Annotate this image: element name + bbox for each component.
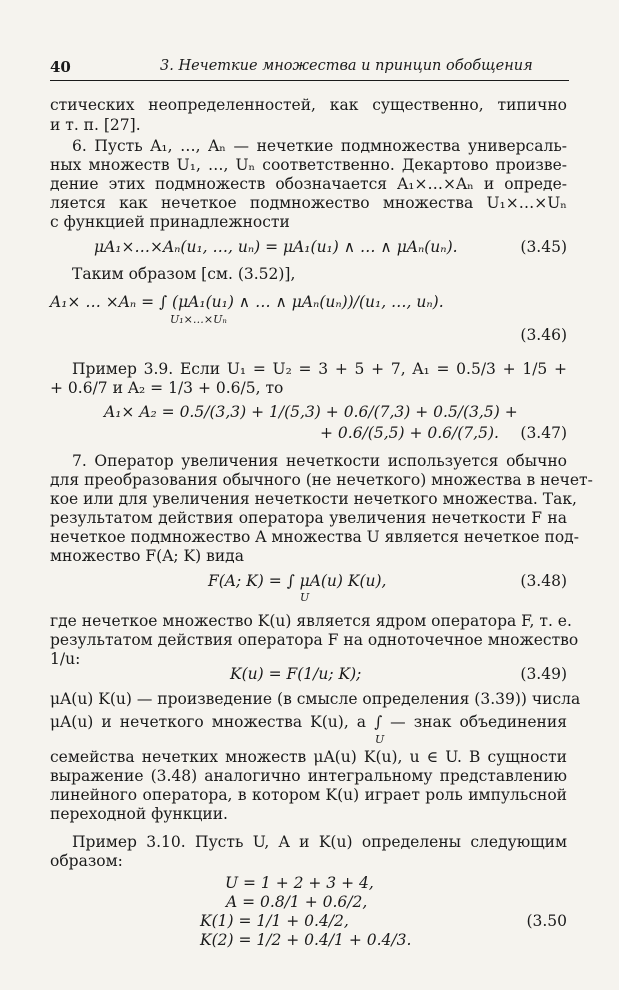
integral-subscript: U₁×…×Uₙ [170, 313, 227, 326]
text-line: где нечеткое множество K(u) является ядром оператора F, т. е. [50, 612, 572, 630]
equation-3-50-u: U = 1 + 2 + 3 + 4, [225, 874, 374, 892]
text-line: результатом действия оператора увеличения нечеткости F на [50, 509, 567, 527]
text-line: 1/u: [50, 650, 81, 668]
text-line: семейства нечетких множеств μA(u) K(u), u ∈ U. В сущности [50, 748, 567, 766]
equation-number: (3.50 [526, 912, 567, 930]
text-line: образом: [50, 852, 123, 870]
text-line: дение этих подмножеств обозначается A₁×…×Aₙ и опреде- [50, 175, 567, 193]
text-line: ных множеств U₁, …, Uₙ соответственно. Декартово произве- [50, 156, 567, 174]
equation-number: (3.49) [520, 665, 567, 683]
text-line: нечеткое подмножество A множества U является нечеткое под- [50, 528, 579, 546]
integral-subscript: U [375, 733, 385, 746]
text-line: линейного оператора, в котором K(u) играет роль импульсной [50, 786, 567, 804]
page-number: 40 [50, 58, 71, 76]
text-line: выражение (3.48) аналогично интегральному представлению [50, 767, 567, 785]
text-line: ляется как нечеткое подмножество множества U₁×…×Uₙ [50, 194, 567, 212]
text-line: переходной функции. [50, 805, 228, 823]
text-line: с функцией принадлежности [50, 213, 290, 231]
text-line: Пример 3.9. Если U₁ = U₂ = 3 + 5 + 7, A₁ = 0.5/3 + 1/5 + [72, 360, 567, 378]
text-line: кое или для увеличения нечеткости нечеткого множества. Так, [50, 490, 577, 508]
page-header [50, 56, 569, 78]
equation-number: (3.45) [520, 238, 567, 256]
text-line: Пример 3.10. Пусть U, A и K(u) определены следующим [72, 833, 567, 851]
equation-3-47b: + 0.6/(5,5) + 0.6/(7,5). [320, 424, 499, 442]
equation-number: (3.47) [520, 424, 567, 442]
equation-3-46: A₁× … ×Aₙ = ∫ (μA₁(u₁) ∧ … ∧ μAₙ(uₙ))/(u₁, …, uₙ). [50, 293, 444, 311]
running-title: 3. Нечеткие множества и принцип обобщения [160, 58, 533, 74]
text-line: результатом действия оператора F на одноточечное множество [50, 631, 579, 649]
equation-number: (3.46) [520, 326, 567, 344]
integral-subscript: U [300, 591, 310, 604]
equation-3-50-a: A = 0.8/1 + 0.6/2, [226, 893, 368, 911]
text-line: μA(u) и нечеткого множества K(u), а ∫ — знак объединения [50, 713, 567, 731]
text-line: стических неопределенностей, как существенно, типично [50, 96, 567, 114]
text-line: + 0.6/7 и A₂ = 1/3 + 0.6/5, то [50, 379, 284, 397]
text-line: для преобразования обычного (не нечеткого) множества в нечет- [50, 471, 593, 489]
equation-3-50-k1: K(1) = 1/1 + 0.4/2, [200, 912, 349, 930]
text-line: Таким образом [см. (3.52)], [72, 265, 296, 283]
equation-3-50-k2: K(2) = 1/2 + 0.4/1 + 0.4/3. [200, 931, 412, 949]
equation-3-47a: A₁× A₂ = 0.5/(3,3) + 1/(5,3) + 0.6/(7,3) + 0.5/(3,5) + [104, 403, 518, 421]
equation-number: (3.48) [520, 572, 567, 590]
equation-3-49: K(u) = F(1/u; K); [230, 665, 362, 683]
text-line: и т. п. [27]. [50, 116, 141, 134]
text-line: множество F(A; K) вида [50, 547, 244, 565]
header-rule [50, 80, 569, 81]
equation-3-45: μA₁×…×Aₙ(u₁, …, uₙ) = μA₁(u₁) ∧ … ∧ μAₙ(uₙ). [94, 238, 458, 256]
text-line: 7. Оператор увеличения нечеткости используется обычно [72, 452, 567, 470]
equation-3-48: F(A; K) = ∫ μA(u) K(u), [208, 572, 387, 590]
text-line: μA(u) K(u) — произведение (в смысле определения (3.39)) числа [50, 690, 581, 708]
text-line: 6. Пусть A₁, …, Aₙ — нечеткие подмножества универсаль- [72, 137, 567, 155]
